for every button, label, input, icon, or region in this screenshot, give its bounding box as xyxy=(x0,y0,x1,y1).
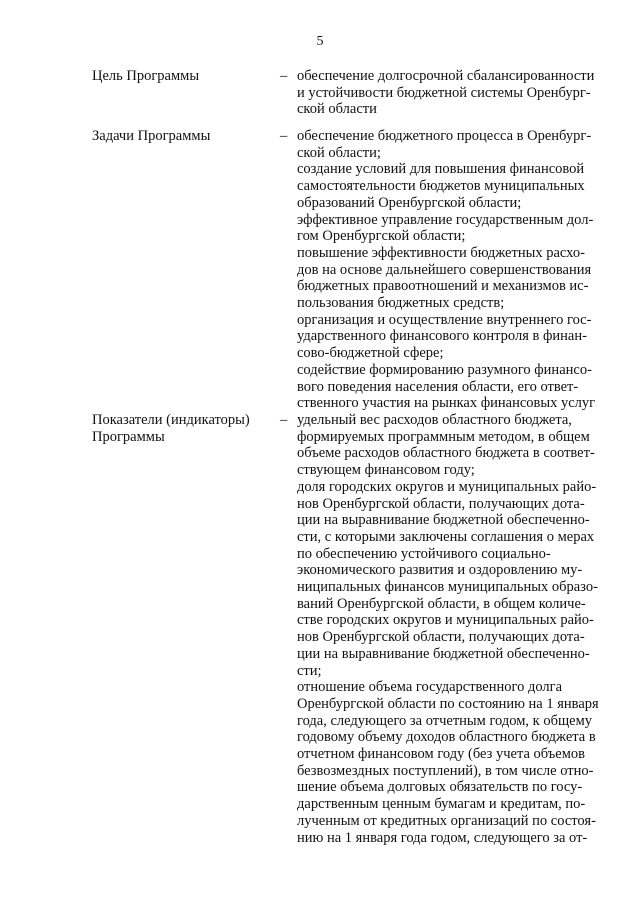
section-tasks-body xyxy=(297,128,604,412)
section-indicators-body xyxy=(297,412,604,846)
task-paragraph-6: содействие формированию разумного финансо- вого поведения населения области, его ответ- ственного участия на рынках финансовых услуг xyxy=(297,361,596,412)
task-paragraph-1: обеспечение бюджетного процесса в Оренбург- ской области; xyxy=(297,128,592,161)
goal-paragraph-1: обеспечение долгосрочной сбалансированности и устойчивости бюджетной системы Оренбург- ской области xyxy=(297,68,595,118)
indicator-paragraph-3: отношение объема государственного долга Оренбургской области по состоянию на 1 января года, следующего за отчетным годом, к общему годовому объему доходов областного бюджета в отчетном финансовом году (без учета объемов безвозмездных поступлений), в том числе отно- шение объема долговых обязательств по госу- дарственным ценным бумагам и кредитам, по- лученным от кредитных организаций по состоя- нию на 1 января года годом, следующего за от- xyxy=(297,679,599,846)
task-paragraph-2: создание условий для повышения финансовой самостоятельности бюджетов муниципальных образований Оренбургской области; xyxy=(297,161,585,211)
section-tasks-label: Задачи Программы xyxy=(92,128,211,144)
section-goal-dash: – xyxy=(280,68,288,84)
indicator-paragraph-2: доля городских округов и муниципальных райо- нов Оренбургской области, получающих дота- ции на выравнивание бюджетной обеспеченно- сти, с которыми заключены соглашения о мерах по обеспечению устойчивого социально- экономического развития и оздоровлению му- ниципальных финансов муниципальных образо- ваний Оренбургской области, в общем количе- стве городских округов и муниципальных райо- нов Оренбургской области, получающих дота- ции на выравнивание бюджетной обеспеченно- сти; xyxy=(297,478,598,679)
page-number: 5 xyxy=(316,34,324,49)
section-goal-label: Цель Программы xyxy=(92,68,200,84)
section-goal-body xyxy=(297,68,604,118)
task-paragraph-5: организация и осуществление внутреннего гос- ударственного финансового контроля в финан- сово-бюджетной сфере; xyxy=(297,311,592,362)
section-indicators-dash: – xyxy=(280,412,288,428)
task-paragraph-3: эффективное управление государственным дол- гом Оренбургской области; xyxy=(297,211,594,245)
task-paragraph-4: повышение эффективности бюджетных расхо- дов на основе дальнейшего совершенствования бюджетных правоотношений и механизмов ис- пользования бюджетных средств; xyxy=(297,244,592,312)
section-indicators-label: Показатели (индикаторы) Программы xyxy=(92,412,250,445)
indicator-paragraph-1: удельный вес расходов областного бюджета, формируемых программным методом, в общем объеме расходов областного бюджета в соответ- ствующем финансовом году; xyxy=(297,412,595,479)
section-tasks-dash: – xyxy=(280,128,288,144)
